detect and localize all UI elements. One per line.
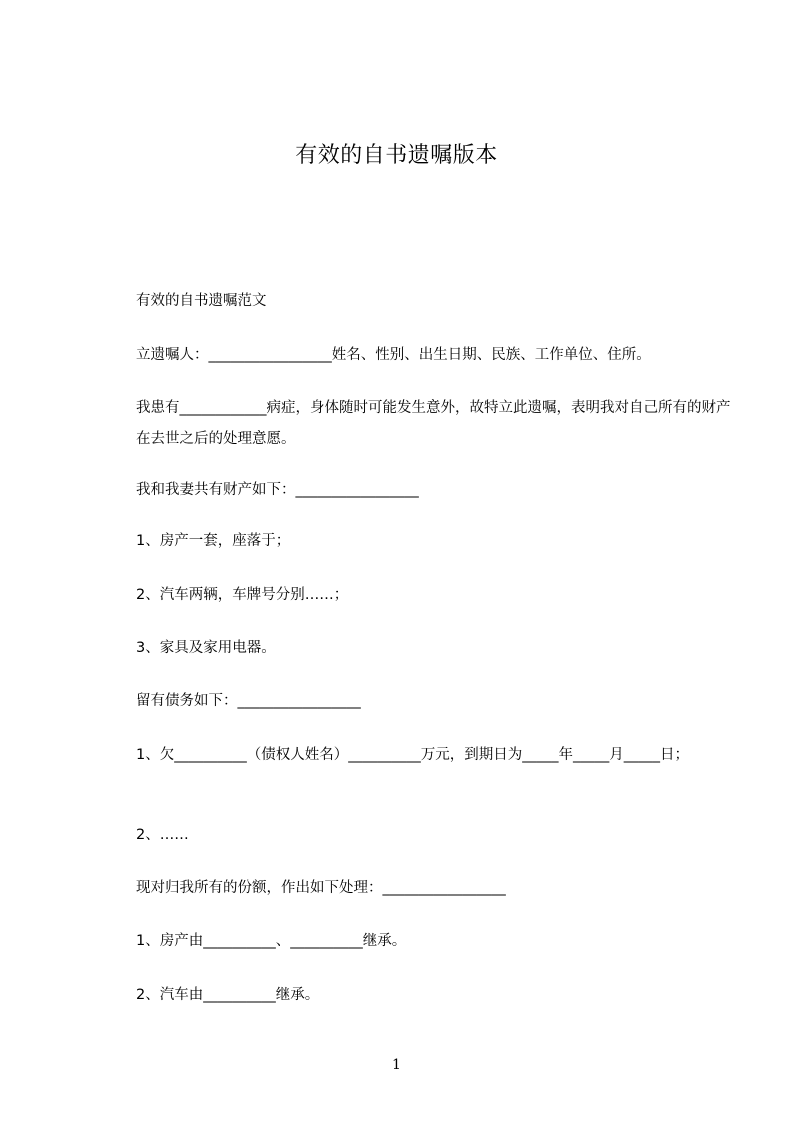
paragraph-testator: 立遗嘱人：_________________姓名、性别、出生日期、民族、工作单位、住所。	[136, 347, 651, 363]
list-item-property-2: 2、汽车两辆，车牌号分别……；	[136, 587, 349, 603]
paragraph-heading: 有效的自书遗嘱范文	[136, 293, 267, 309]
list-item-debt-2: 2、……	[136, 827, 189, 843]
paragraph-debts: 留有债务如下：_________________	[136, 693, 361, 709]
paragraph-illness: 我患有____________病症，身体随时可能发生意外，故特立此遗嘱，表明我对自己所有的财产在去世之后的处理意愿。	[136, 400, 731, 447]
document-title: 有效的自书遗嘱版本	[295, 143, 498, 168]
list-item-disposition-1: 1、房产由__________、__________继承。	[136, 933, 407, 949]
page-number: 1	[392, 1057, 401, 1073]
list-item-debt-1: 1、欠__________（债权人姓名）__________万元，到期日为_____年_____月_____日；	[136, 747, 689, 763]
list-item-property-1: 1、房产一套，座落于；	[136, 533, 291, 549]
list-item-disposition-2: 2、汽车由__________继承。	[136, 987, 320, 1003]
paragraph-disposition: 现对归我所有的份额，作出如下处理：_________________	[136, 880, 506, 896]
paragraph-joint-property: 我和我妻共有财产如下：_________________	[136, 482, 419, 498]
list-item-property-3: 3、家具及家用电器。	[136, 640, 276, 656]
